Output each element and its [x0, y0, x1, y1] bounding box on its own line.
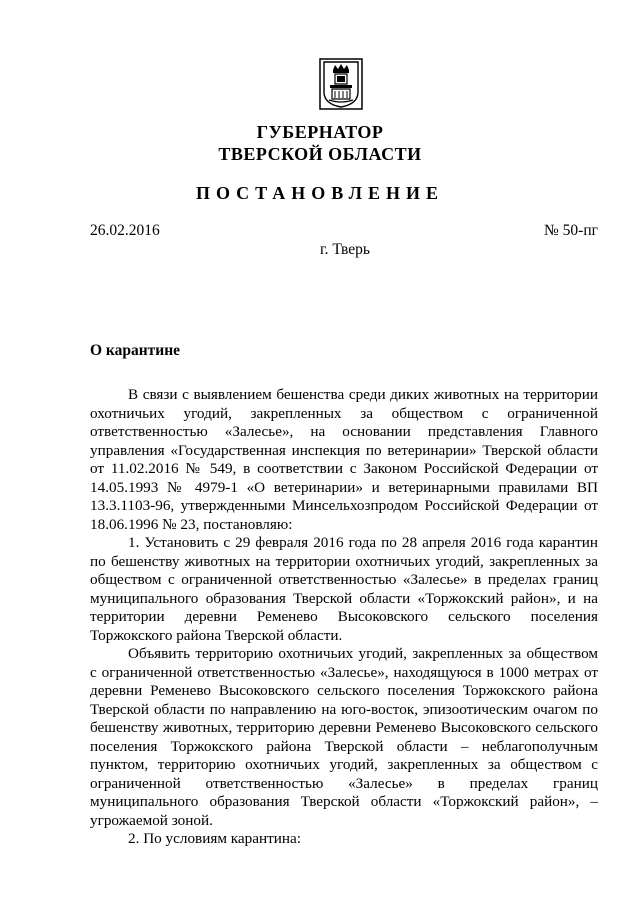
authority-title-line1: ГУБЕРНАТОР	[256, 122, 384, 142]
document-date: 26.02.2016	[90, 222, 160, 239]
document-number: № 50-пг	[544, 222, 598, 239]
document-type-heading: ПОСТАНОВЛЕНИЕ	[195, 183, 445, 203]
body-paragraph: 1. Установить с 29 февраля 2016 года по 28 апреля 2016 года карантин по бешенству животных на территории охотничьих угодий, закрепленных за обществом с ограниченной ответственностью «Залесье» в пределах границ муниципального образования Тверской области «Торжокский район», и на территории деревни Ременево Высоковского сельского поселения Торжокского района Тверской области.	[90, 534, 598, 644]
document-subject: О карантине	[90, 342, 181, 359]
authority-title-line2: ТВЕРСКОЙ ОБЛАСТИ	[218, 144, 422, 164]
body-paragraph: 2. По условиям карантина:	[128, 830, 301, 847]
body-paragraph: В связи с выявлением бешенства среди диких животных на территории охотничьих угодий, закрепленных за обществом с ограниченной ответственностью «Залесье», на основании представления Главного управления «Государственная инспекция по ветеринарии» Тверской области от 11.02.2016 № 549, в соответствии с Законом Российской Федерации от 14.05.1993 № 4979-1 «О ветеринарии» и ветеринарными правилами ВП 13.3.1103-96, утвержденными Минсельхозпродом Российской Федерации от 18.06.1996 № 23, постановляю:	[90, 386, 598, 533]
tver-coat-of-arms-icon	[319, 58, 363, 110]
body-paragraph: Объявить территорию охотничьих угодий, закрепленных за обществом с ограниченной ответственностью «Залесье», находящуюся в 1000 метрах от деревни Ременево Высоковского сельского поселения Торжокского района Тверской области по направлению на юго-восток, эпизоотическим очагом по бешенству животных, территорию деревни Ременево Высоковского сельского поселения Торжокского района Тверской области – неблагополучным пунктом, территорию охотничьих угодий, закрепленных за обществом с ограниченной ответственностью «Залесье» в пределах границ муниципального образования Тверской области «Торжокский район», – угрожаемой зоной.	[90, 645, 598, 829]
document-body	[90, 386, 598, 849]
document-city: г. Тверь	[320, 241, 370, 258]
